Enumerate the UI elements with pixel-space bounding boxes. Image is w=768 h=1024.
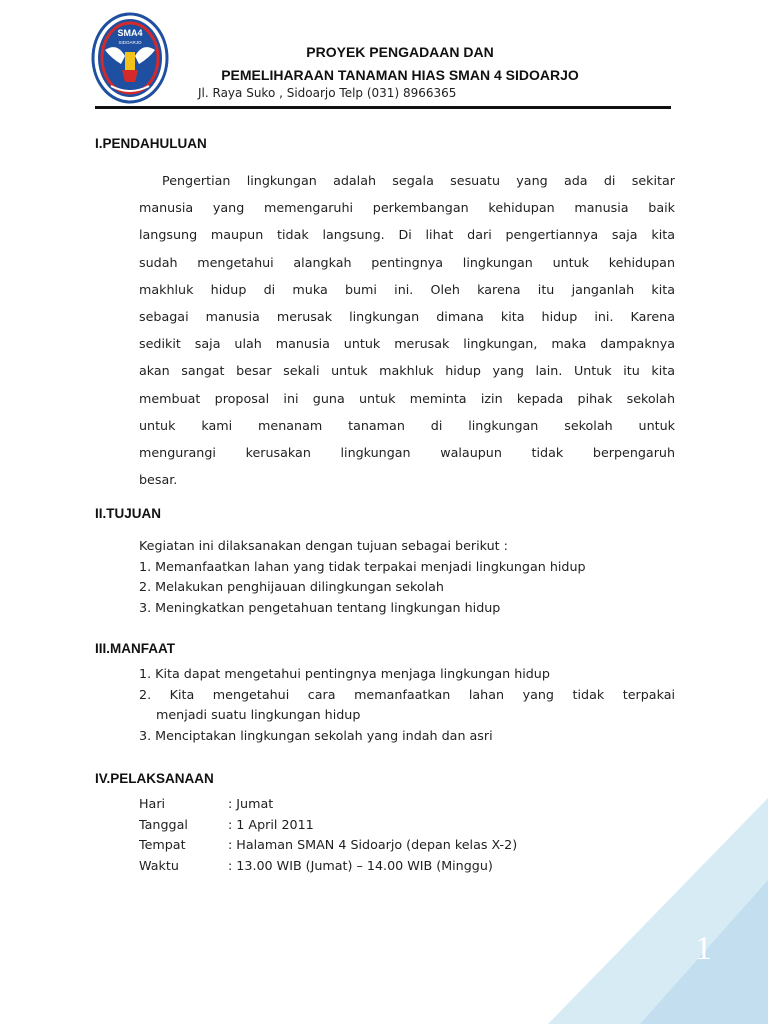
paragraph-line: makhluk hidup di muka bumi ini. Oleh karena itu janganlah kita [139,281,675,297]
paragraph-line: sudah mengetahui alangkah pentingnya lingkungan untuk kehidupan [139,254,675,270]
logo-text: SMA4 [117,28,143,38]
list-item: 3. Menciptakan lingkungan sekolah yang indah dan asri [139,727,493,743]
list-item: 2. Melakukan penghijauan dilingkungan sekolah [139,579,444,594]
schedule-label: Waktu [139,857,179,873]
paragraph-line: membuat proposal ini guna untuk meminta izin kepada pihak sekolah [139,390,675,406]
paragraph-line: besar. [139,472,178,488]
schedule-label: Tempat [139,837,186,852]
schedule-value: : 13.00 WIB (Jumat) – 14.00 WIB (Minggu) [228,857,493,873]
header-address: Jl. Raya Suko , Sidoarjo Telp (031) 8966365 [198,86,457,100]
paragraph-line: manusia yang memengaruhi perkembangan kehidupan manusia baik [139,200,675,216]
list-item-continuation: menjadi suatu lingkungan hidup [156,707,361,722]
header-title-line2: PEMELIHARAAN TANAMAN HIAS SMAN 4 SIDOARJO [221,67,579,83]
list-item: 3. Meningkatkan pengetahuan tentang lingkungan hidup [139,599,501,615]
header-title-line1: PROYEK PENGADAAN DAN [306,44,494,60]
paragraph-line: Pengertian lingkungan adalah segala sesuatu yang ada di sekitar [162,173,675,188]
logo-subtext: SIDOARJO [118,40,142,45]
list-item: 1. Kita dapat mengetahui pentingnya menjaga lingkungan hidup [139,666,550,681]
schedule-value: : 1 April 2011 [228,816,314,832]
heading-pelaksanaan: IV.PELAKSANAAN [95,771,214,786]
paragraph-line: akan sangat besar sekali untuk makhluk hidup yang lain. Untuk itu kita [139,363,675,379]
paragraph-line: sebagai manusia merusak lingkungan dimana kita hidup ini. Karena [139,309,675,325]
paragraph-line: sedikit saja ulah manusia untuk merusak lingkungan, maka dampaknya [139,336,675,352]
tujuan-intro: Kegiatan ini dilaksanakan dengan tujuan sebagai berikut : [139,538,508,553]
paragraph-line: langsung maupun tidak langsung. Di lihat dari pengertiannya saja kita [139,227,675,243]
page-number: 1 [695,930,712,967]
paragraph-line: untuk kami menanam tanaman di lingkungan sekolah untuk [139,417,675,433]
heading-tujuan: II.TUJUAN [95,506,162,521]
list-item: 2. Kita mengetahui cara memanfaatkan lahan yang tidak terpakai [139,686,675,702]
heading-manfaat: III.MANFAAT [95,641,175,656]
list-item: 1. Memanfaatkan lahan yang tidak terpakai menjadi lingkungan hidup [139,558,586,574]
schedule-label: Tanggal [139,816,188,832]
heading-pendahuluan: I.PENDAHULUAN [95,136,207,151]
schedule-value: : Jumat [228,796,274,811]
schedule-value: : Halaman SMAN 4 Sidoarjo (depan kelas X-2) [228,837,518,852]
schedule-label: Hari [139,796,166,811]
paragraph-line: mengurangi kerusakan lingkungan walaupun tidak berpengaruh [139,445,675,461]
